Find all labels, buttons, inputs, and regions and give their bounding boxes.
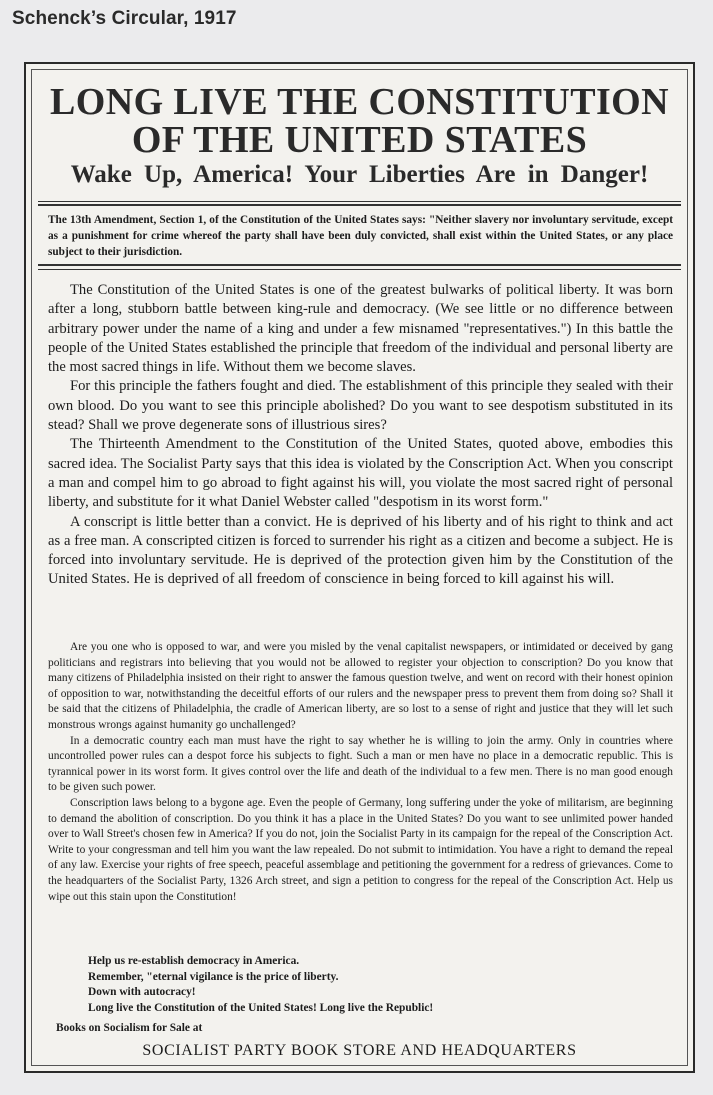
body-paragraph: The Constitution of the United States is one of the greatest bulwarks of political liberty. It was born after a long, stubborn battle between king-rule and democracy. (We see little or no difference between arbitrary power under the name of a king and under a few misnamed "representatives.") In this battle the people of the United States established the principle that freedom of the individual and personal liberty are the most sacred things in life. Without them we become slaves. [48,282,673,376]
divider-rule [38,264,681,266]
divider-rule [38,269,681,270]
amendment-quote: The 13th Amendment, Section 1, of the Constitution of the United States says: "Neither slavery nor involuntary servitude, except as a punishment for crime whereof the party shall have been duly convicted, shall exist within the United States, or any place subject to their jurisdiction. [48,214,673,258]
body-paragraph: Are you one who is opposed to war, and were you misled by the venal capitalist newspapers, or intimidated or deceived by gang politicians and registrars into believing that you would not be allowed to register your objection to conscription? Do you know that many citizens of Philadelphia insisted on their right to answer the famous question twelve, and went on record with their honest opinion of opposition to war, notwithstanding the deceitful efforts of our rulers and the newspaper press to prevent them from doing so? Shall it be said that the citizens of Philadelphia, the cradle of American liberty, are so lost to a sense of right and justice that they will let such monstrous wrongs against humanity go unchallenged? [48,641,673,731]
page-caption: Schenck’s Circular, 1917 [12,8,237,29]
books-line: Books on Socialism for Sale at [56,1022,203,1034]
body-paragraph: The Thirteenth Amendment to the Constitution of the United States, quoted above, embodies this sacred idea. The Socialist Party says that this idea is violated by the Conscription Act. When you conscript a man and compel him to go abroad to fight against his will, you violate the most sacred right of personal liberty, and substitute for it what Daniel Webster called "despotism in its worst form." [48,436,673,511]
slogan-line: Down with autocracy! [88,986,196,998]
divider-rule [38,204,681,206]
store-line: SOCIALIST PARTY BOOK STORE AND HEADQUARTERS [142,1042,577,1059]
body-paragraph: Conscription laws belong to a bygone age. Even the people of Germany, long suffering under the yoke of militarism, are beginning to demand the abolition of conscription. Do you think it has a place in the United States? Do you want to see unlimited power handed over to Wall Street's chosen few in America? If you do not, join the Socialist Party in its campaign for the repeal of the Conscription Act. Write to your congressman and tell him you want the law repealed. Do not submit to intimidation. You have a right to demand the repeal of any law. Exercise your rights of free speech, peaceful assemblage and petitioning the government for a redress of grievances. Come to the headquarters of the Socialist Party, 1326 Arch street, and sign a petition to congress for the repeal of the Conscription Act. Help us wipe out this stain upon the Constitution! [48,796,673,903]
body-small-text [48,640,673,905]
subheadline: Wake Up, America! Your Liberties Are in Danger! [70,161,649,188]
headline-line-2: OF THE UNITED STATES [131,119,588,161]
slogan-line: Remember, "eternal vigilance is the price of liberty. [88,970,339,983]
slogan-line: Help us re-establish democracy in America. [88,955,300,967]
divider-rule [38,201,681,202]
circular-document [24,62,695,1073]
slogan-line: Long live the Constitution of the United States! Long live the Republic! [88,1001,434,1014]
body-large-text [48,281,673,590]
slogan-list [88,954,433,1016]
headline-line-1: LONG LIVE THE CONSTITUTION [50,81,669,123]
body-paragraph: For this principle the fathers fought and died. The establishment of this principle they sealed with their own blood. Do you want to see this principle abolished? Do you want to see despotism substituted in its stead? Shall we prove degenerate sons of illustrious sires? [48,378,673,434]
body-paragraph: In a democratic country each man must have the right to say whether he is willing to join the army. Only in countries where uncontrolled power rules can a despot force his subjects to fight. Such a man or men have no place in a democratic republic. This is tyrannical power in its worst form. It gives control over the life and death of the individual to a few men. There is no man good enough to be given such power. [48,734,673,794]
body-paragraph: A conscript is little better than a convict. He is deprived of his liberty and of his right to think and act as a free man. A conscripted citizen is forced to surrender his right as a citizen and become a subject. He is forced into involuntary servitude. He is deprived of the protection given him by the Constitution of the United States. He is deprived of all freedom of conscience in being forced to kill against his will. [48,513,673,588]
